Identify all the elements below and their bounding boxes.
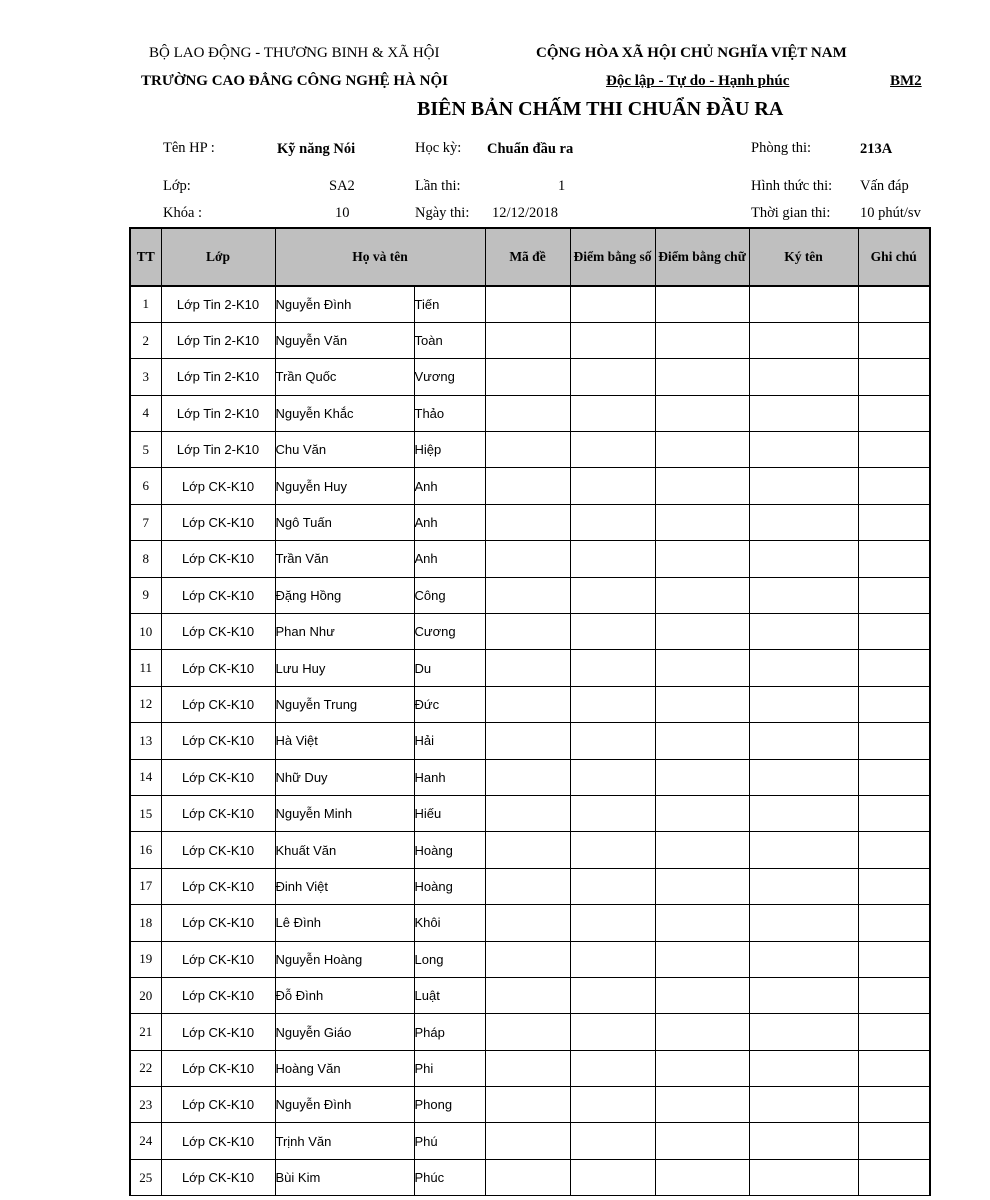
row-score-words-cell[interactable] xyxy=(655,504,749,540)
row-score-words-cell[interactable] xyxy=(655,759,749,795)
row-surname: Chu Văn xyxy=(275,432,414,468)
row-score-words-cell[interactable] xyxy=(655,941,749,977)
row-score-number-cell[interactable] xyxy=(570,286,655,322)
row-surname: Đinh Việt xyxy=(275,868,414,904)
row-signature-cell[interactable] xyxy=(749,686,858,722)
republic-name: CỘNG HÒA XÃ HỘI CHỦ NGHĨA VIỆT NAM xyxy=(536,45,847,61)
row-number: 17 xyxy=(130,868,161,904)
row-score-words-cell[interactable] xyxy=(655,650,749,686)
school-name: TRƯỜNG CAO ĐẲNG CÔNG NGHỆ HÀ NỘI xyxy=(141,73,448,89)
header-class: Lớp xyxy=(161,228,275,286)
course-label: Khóa : xyxy=(163,205,203,221)
grading-table xyxy=(129,227,931,1196)
row-number: 23 xyxy=(130,1087,161,1123)
row-surname: Nguyễn Trung xyxy=(275,686,414,722)
row-given-name: Cương xyxy=(414,614,485,650)
row-signature-cell[interactable] xyxy=(749,905,858,941)
row-given-name: Phúc xyxy=(414,1159,485,1195)
row-exam-code-cell[interactable] xyxy=(485,759,570,795)
row-class: Lớp CK-K10 xyxy=(161,759,275,795)
row-score-words-cell[interactable] xyxy=(655,577,749,613)
format-label: Hình thức thi: xyxy=(751,178,833,194)
row-surname: Trịnh Văn xyxy=(275,1123,414,1159)
ministry-name: BỘ LAO ĐỘNG - THƯƠNG BINH & XÃ HỘI xyxy=(149,45,440,61)
row-score-words-cell[interactable] xyxy=(655,905,749,941)
row-score-number-cell[interactable] xyxy=(570,759,655,795)
row-score-words-cell[interactable] xyxy=(655,1014,749,1050)
row-exam-code-cell[interactable] xyxy=(485,1014,570,1050)
table-row xyxy=(130,1087,930,1123)
row-score-number-cell[interactable] xyxy=(570,832,655,868)
row-given-name: Vương xyxy=(414,359,485,395)
row-note-cell[interactable] xyxy=(858,650,930,686)
row-exam-code-cell[interactable] xyxy=(485,577,570,613)
row-signature-cell[interactable] xyxy=(749,832,858,868)
table-row xyxy=(130,468,930,504)
row-class: Lớp CK-K10 xyxy=(161,650,275,686)
row-given-name: Hải xyxy=(414,723,485,759)
table-header-row xyxy=(130,228,930,286)
row-score-number-cell[interactable] xyxy=(570,977,655,1013)
row-score-words-cell[interactable] xyxy=(655,723,749,759)
row-signature-cell[interactable] xyxy=(749,650,858,686)
row-score-words-cell[interactable] xyxy=(655,359,749,395)
row-surname: Nguyễn Văn xyxy=(275,322,414,358)
attempt-value: 1 xyxy=(558,178,566,194)
table-row xyxy=(130,395,930,431)
table-row xyxy=(130,541,930,577)
row-score-number-cell[interactable] xyxy=(570,1159,655,1195)
row-class: Lớp Tin 2-K10 xyxy=(161,322,275,358)
table-row xyxy=(130,650,930,686)
row-signature-cell[interactable] xyxy=(749,977,858,1013)
row-given-name: Anh xyxy=(414,504,485,540)
table-row xyxy=(130,941,930,977)
row-exam-code-cell[interactable] xyxy=(485,468,570,504)
row-note-cell[interactable] xyxy=(858,1159,930,1195)
row-class: Lớp CK-K10 xyxy=(161,868,275,904)
row-surname: Lê Đình xyxy=(275,905,414,941)
row-signature-cell[interactable] xyxy=(749,577,858,613)
row-note-cell[interactable] xyxy=(858,977,930,1013)
row-exam-code-cell[interactable] xyxy=(485,395,570,431)
row-number: 13 xyxy=(130,723,161,759)
row-score-words-cell[interactable] xyxy=(655,1087,749,1123)
table-row xyxy=(130,504,930,540)
row-exam-code-cell[interactable] xyxy=(485,504,570,540)
row-score-words-cell[interactable] xyxy=(655,614,749,650)
row-given-name: Tiến xyxy=(414,286,485,322)
row-class: Lớp CK-K10 xyxy=(161,832,275,868)
row-note-cell[interactable] xyxy=(858,468,930,504)
course-value: 10 xyxy=(335,205,350,221)
row-number: 20 xyxy=(130,977,161,1013)
row-score-words-cell[interactable] xyxy=(655,1050,749,1086)
row-exam-code-cell[interactable] xyxy=(485,432,570,468)
row-signature-cell[interactable] xyxy=(749,1087,858,1123)
row-signature-cell[interactable] xyxy=(749,359,858,395)
row-class: Lớp CK-K10 xyxy=(161,1159,275,1195)
table-row xyxy=(130,1050,930,1086)
row-score-number-cell[interactable] xyxy=(570,1014,655,1050)
table-row xyxy=(130,795,930,831)
row-number: 9 xyxy=(130,577,161,613)
row-exam-code-cell[interactable] xyxy=(485,795,570,831)
row-class: Lớp CK-K10 xyxy=(161,1050,275,1086)
row-number: 6 xyxy=(130,468,161,504)
row-score-number-cell[interactable] xyxy=(570,359,655,395)
row-note-cell[interactable] xyxy=(858,723,930,759)
room-label: Phòng thi: xyxy=(751,140,812,156)
row-class: Lớp CK-K10 xyxy=(161,686,275,722)
attempt-label: Lần thi: xyxy=(415,178,461,194)
row-number: 16 xyxy=(130,832,161,868)
row-given-name: Đức xyxy=(414,686,485,722)
row-exam-code-cell[interactable] xyxy=(485,905,570,941)
table-row xyxy=(130,832,930,868)
format-value: Vấn đáp xyxy=(860,178,909,194)
row-score-words-cell[interactable] xyxy=(655,977,749,1013)
row-exam-code-cell[interactable] xyxy=(485,686,570,722)
row-note-cell[interactable] xyxy=(858,941,930,977)
table-row xyxy=(130,905,930,941)
row-signature-cell[interactable] xyxy=(749,759,858,795)
row-note-cell[interactable] xyxy=(858,759,930,795)
table-row xyxy=(130,614,930,650)
row-surname: Đỗ Đình xyxy=(275,977,414,1013)
row-number: 22 xyxy=(130,1050,161,1086)
table-row xyxy=(130,1014,930,1050)
row-number: 8 xyxy=(130,541,161,577)
row-class: Lớp CK-K10 xyxy=(161,541,275,577)
row-class: Lớp Tin 2-K10 xyxy=(161,359,275,395)
row-class: Lớp CK-K10 xyxy=(161,723,275,759)
row-given-name: Hoàng xyxy=(414,868,485,904)
row-surname: Nguyễn Minh xyxy=(275,795,414,831)
row-exam-code-cell[interactable] xyxy=(485,941,570,977)
row-given-name: Hanh xyxy=(414,759,485,795)
subject-label: Tên HP : xyxy=(163,140,215,156)
row-signature-cell[interactable] xyxy=(749,432,858,468)
row-given-name: Hiếu xyxy=(414,795,485,831)
row-surname: Nhữ Duy xyxy=(275,759,414,795)
row-signature-cell[interactable] xyxy=(749,395,858,431)
row-note-cell[interactable] xyxy=(858,504,930,540)
row-given-name: Pháp xyxy=(414,1014,485,1050)
row-signature-cell[interactable] xyxy=(749,868,858,904)
row-number: 14 xyxy=(130,759,161,795)
duration-label: Thời gian thi: xyxy=(751,205,831,221)
row-given-name: Phi xyxy=(414,1050,485,1086)
row-signature-cell[interactable] xyxy=(749,614,858,650)
row-score-number-cell[interactable] xyxy=(570,1087,655,1123)
row-note-cell[interactable] xyxy=(858,577,930,613)
row-given-name: Du xyxy=(414,650,485,686)
row-signature-cell[interactable] xyxy=(749,1050,858,1086)
row-score-number-cell[interactable] xyxy=(570,541,655,577)
row-number: 21 xyxy=(130,1014,161,1050)
row-score-words-cell[interactable] xyxy=(655,1159,749,1195)
row-surname: Đặng Hồng xyxy=(275,577,414,613)
date-label: Ngày thi: xyxy=(415,205,470,221)
row-exam-code-cell[interactable] xyxy=(485,650,570,686)
row-note-cell[interactable] xyxy=(858,1050,930,1086)
row-surname: Khuất Văn xyxy=(275,832,414,868)
row-score-number-cell[interactable] xyxy=(570,614,655,650)
row-signature-cell[interactable] xyxy=(749,504,858,540)
row-surname: Nguyễn Huy xyxy=(275,468,414,504)
row-note-cell[interactable] xyxy=(858,868,930,904)
row-class: Lớp CK-K10 xyxy=(161,577,275,613)
row-exam-code-cell[interactable] xyxy=(485,868,570,904)
row-note-cell[interactable] xyxy=(858,795,930,831)
row-class: Lớp CK-K10 xyxy=(161,468,275,504)
table-row xyxy=(130,1159,930,1195)
row-note-cell[interactable] xyxy=(858,541,930,577)
row-score-words-cell[interactable] xyxy=(655,468,749,504)
row-score-words-cell[interactable] xyxy=(655,541,749,577)
row-number: 7 xyxy=(130,504,161,540)
row-exam-code-cell[interactable] xyxy=(485,541,570,577)
row-number: 24 xyxy=(130,1123,161,1159)
table-row xyxy=(130,322,930,358)
row-signature-cell[interactable] xyxy=(749,1123,858,1159)
row-score-number-cell[interactable] xyxy=(570,723,655,759)
row-score-number-cell[interactable] xyxy=(570,395,655,431)
table-row xyxy=(130,686,930,722)
row-note-cell[interactable] xyxy=(858,1123,930,1159)
table-row xyxy=(130,286,930,322)
row-number: 3 xyxy=(130,359,161,395)
row-given-name: Hiệp xyxy=(414,432,485,468)
header-exam-code: Mã đề xyxy=(485,228,570,286)
row-exam-code-cell[interactable] xyxy=(485,614,570,650)
table-row xyxy=(130,432,930,468)
table-row xyxy=(130,359,930,395)
row-surname: Phan Như xyxy=(275,614,414,650)
row-signature-cell[interactable] xyxy=(749,541,858,577)
header-fullname: Họ và tên xyxy=(275,228,485,286)
table-row xyxy=(130,577,930,613)
subject-value: Kỹ năng Nói xyxy=(277,141,356,157)
row-score-words-cell[interactable] xyxy=(655,868,749,904)
row-class: Lớp CK-K10 xyxy=(161,1123,275,1159)
row-class: Lớp CK-K10 xyxy=(161,905,275,941)
row-exam-code-cell[interactable] xyxy=(485,723,570,759)
row-score-number-cell[interactable] xyxy=(570,468,655,504)
row-exam-code-cell[interactable] xyxy=(485,832,570,868)
row-score-number-cell[interactable] xyxy=(570,941,655,977)
header-tt: TT xyxy=(130,228,161,286)
row-score-words-cell[interactable] xyxy=(655,686,749,722)
row-surname: Nguyễn Giáo xyxy=(275,1014,414,1050)
row-note-cell[interactable] xyxy=(858,432,930,468)
row-class: Lớp CK-K10 xyxy=(161,1014,275,1050)
table-row xyxy=(130,1123,930,1159)
table-row xyxy=(130,759,930,795)
row-given-name: Anh xyxy=(414,541,485,577)
row-surname: Nguyễn Đình xyxy=(275,286,414,322)
row-score-number-cell[interactable] xyxy=(570,322,655,358)
row-signature-cell[interactable] xyxy=(749,723,858,759)
row-class: Lớp CK-K10 xyxy=(161,941,275,977)
row-class: Lớp Tin 2-K10 xyxy=(161,395,275,431)
row-signature-cell[interactable] xyxy=(749,286,858,322)
row-exam-code-cell[interactable] xyxy=(485,1087,570,1123)
class-label: Lớp: xyxy=(163,178,191,194)
row-number: 15 xyxy=(130,795,161,831)
row-score-number-cell[interactable] xyxy=(570,905,655,941)
row-signature-cell[interactable] xyxy=(749,795,858,831)
row-note-cell[interactable] xyxy=(858,832,930,868)
row-exam-code-cell[interactable] xyxy=(485,286,570,322)
row-surname: Lưu Huy xyxy=(275,650,414,686)
row-class: Lớp Tin 2-K10 xyxy=(161,432,275,468)
row-signature-cell[interactable] xyxy=(749,1014,858,1050)
row-number: 10 xyxy=(130,614,161,650)
row-number: 18 xyxy=(130,905,161,941)
row-note-cell[interactable] xyxy=(858,286,930,322)
row-signature-cell[interactable] xyxy=(749,322,858,358)
row-surname: Hoàng Văn xyxy=(275,1050,414,1086)
row-surname: Nguyễn Đình xyxy=(275,1087,414,1123)
row-exam-code-cell[interactable] xyxy=(485,1123,570,1159)
header-score-number: Điểm bằng số xyxy=(570,228,655,286)
row-score-words-cell[interactable] xyxy=(655,395,749,431)
row-surname: Ngô Tuấn xyxy=(275,504,414,540)
semester-value: Chuẩn đầu ra xyxy=(487,141,574,157)
row-given-name: Công xyxy=(414,577,485,613)
row-number: 2 xyxy=(130,322,161,358)
row-class: Lớp CK-K10 xyxy=(161,614,275,650)
row-surname: Nguyễn Khắc xyxy=(275,395,414,431)
row-score-number-cell[interactable] xyxy=(570,650,655,686)
row-given-name: Luật xyxy=(414,977,485,1013)
row-score-number-cell[interactable] xyxy=(570,1050,655,1086)
header-score-words: Điểm bằng chữ xyxy=(655,228,749,286)
table-row xyxy=(130,977,930,1013)
row-score-number-cell[interactable] xyxy=(570,504,655,540)
row-score-number-cell[interactable] xyxy=(570,577,655,613)
row-note-cell[interactable] xyxy=(858,359,930,395)
row-number: 12 xyxy=(130,686,161,722)
row-number: 5 xyxy=(130,432,161,468)
row-given-name: Anh xyxy=(414,468,485,504)
row-given-name: Thảo xyxy=(414,395,485,431)
row-class: Lớp Tin 2-K10 xyxy=(161,286,275,322)
row-exam-code-cell[interactable] xyxy=(485,1159,570,1195)
row-score-number-cell[interactable] xyxy=(570,868,655,904)
row-number: 11 xyxy=(130,650,161,686)
row-score-number-cell[interactable] xyxy=(570,795,655,831)
row-note-cell[interactable] xyxy=(858,1087,930,1123)
row-score-words-cell[interactable] xyxy=(655,286,749,322)
row-surname: Bùi Kim xyxy=(275,1159,414,1195)
form-code: BM2 xyxy=(890,73,922,89)
row-exam-code-cell[interactable] xyxy=(485,977,570,1013)
row-score-words-cell[interactable] xyxy=(655,322,749,358)
duration-value: 10 phút/sv xyxy=(860,205,921,221)
room-value: 213A xyxy=(860,141,893,157)
row-given-name: Toàn xyxy=(414,322,485,358)
row-number: 19 xyxy=(130,941,161,977)
row-note-cell[interactable] xyxy=(858,1014,930,1050)
row-signature-cell[interactable] xyxy=(749,468,858,504)
table-body xyxy=(130,286,930,1196)
row-exam-code-cell[interactable] xyxy=(485,359,570,395)
row-class: Lớp CK-K10 xyxy=(161,795,275,831)
document-title: BIÊN BẢN CHẤM THI CHUẨN ĐẦU RA xyxy=(417,98,784,120)
row-score-number-cell[interactable] xyxy=(570,686,655,722)
semester-label: Học kỳ: xyxy=(415,140,462,156)
row-class: Lớp CK-K10 xyxy=(161,504,275,540)
table-row xyxy=(130,723,930,759)
row-note-cell[interactable] xyxy=(858,905,930,941)
row-given-name: Hoàng xyxy=(414,832,485,868)
class-value: SA2 xyxy=(329,178,355,194)
national-motto: Độc lập - Tự do - Hạnh phúc xyxy=(606,73,790,89)
row-exam-code-cell[interactable] xyxy=(485,322,570,358)
row-exam-code-cell[interactable] xyxy=(485,1050,570,1086)
row-surname: Hà Việt xyxy=(275,723,414,759)
row-number: 1 xyxy=(130,286,161,322)
row-given-name: Long xyxy=(414,941,485,977)
header-signature: Ký tên xyxy=(749,228,858,286)
row-number: 4 xyxy=(130,395,161,431)
row-score-number-cell[interactable] xyxy=(570,432,655,468)
row-note-cell[interactable] xyxy=(858,614,930,650)
row-class: Lớp CK-K10 xyxy=(161,977,275,1013)
row-given-name: Phong xyxy=(414,1087,485,1123)
row-surname: Trần Văn xyxy=(275,541,414,577)
row-class: Lớp CK-K10 xyxy=(161,1087,275,1123)
row-score-words-cell[interactable] xyxy=(655,1123,749,1159)
row-score-words-cell[interactable] xyxy=(655,795,749,831)
row-score-number-cell[interactable] xyxy=(570,1123,655,1159)
row-given-name: Khôi xyxy=(414,905,485,941)
row-note-cell[interactable] xyxy=(858,686,930,722)
row-score-words-cell[interactable] xyxy=(655,432,749,468)
row-signature-cell[interactable] xyxy=(749,941,858,977)
row-note-cell[interactable] xyxy=(858,395,930,431)
date-value: 12/12/2018 xyxy=(492,205,559,221)
row-surname: Trần Quốc xyxy=(275,359,414,395)
header-note: Ghi chú xyxy=(858,228,930,286)
table-row xyxy=(130,868,930,904)
row-given-name: Phú xyxy=(414,1123,485,1159)
row-score-words-cell[interactable] xyxy=(655,832,749,868)
row-number: 25 xyxy=(130,1159,161,1195)
row-signature-cell[interactable] xyxy=(749,1159,858,1195)
row-note-cell[interactable] xyxy=(858,322,930,358)
row-surname: Nguyễn Hoàng xyxy=(275,941,414,977)
